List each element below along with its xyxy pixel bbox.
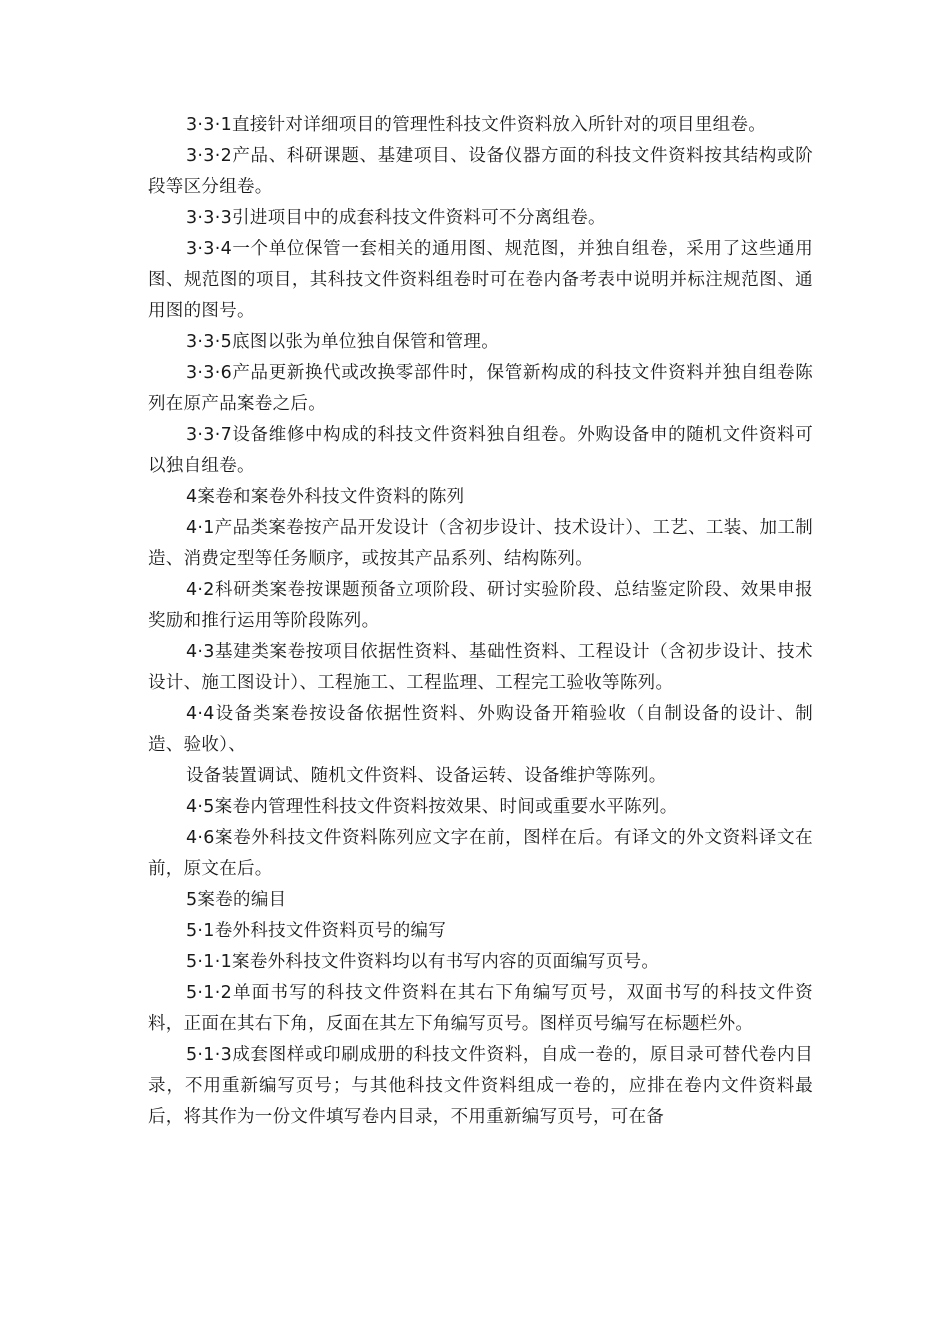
paragraph-5-1-1: 5·1·1案卷外科技文件资料均以有书写内容的页面编写页号。 <box>186 952 660 972</box>
paragraph-3-3-4: 3·3·4一个单位保管一套相关的通用图、规范图，并独自组卷，采用了这些通用图、规范图的项目，其科技文件资料组卷时可在卷内备考表中说明并标注规范图、通用图的图号。 <box>148 239 813 321</box>
document-body <box>148 110 813 1133</box>
paragraph-3-3-6: 3·3·6产品更新换代或改换零部件时，保管新构成的科技文件资料并独自组卷陈列在原产品案卷之后。 <box>148 363 813 414</box>
paragraph-4-2: 4·2科研类案卷按课题预备立项阶段、研讨实验阶段、总结鉴定阶段、效果申报奖励和推行运用等阶段陈列。 <box>148 580 813 631</box>
paragraph-4-3: 4·3基建类案卷按项目依据性资料、基础性资料、工程设计（含初步设计、技术设计、施工图设计）、工程施工、工程监理、工程完工验收等陈列。 <box>148 642 813 693</box>
paragraph-3-3-5: 3·3·5底图以张为单位独自保管和管理。 <box>186 332 500 352</box>
paragraph-5-1-2: 5·1·2单面书写的科技文件资料在其右下角编写页号，双面书写的科技文件资料，正面在其右下角，反面在其左下角编写页号。图样页号编写在标题栏外。 <box>148 983 813 1034</box>
section-heading-4: 4案卷和案卷外科技文件资料的陈列 <box>186 487 465 507</box>
paragraph-3-3-1: 3·3·1直接针对详细项目的管理性科技文件资料放入所针对的项目里组卷。 <box>186 115 767 135</box>
paragraph-4-5: 4·5案卷内管理性科技文件资料按效果、时间或重要水平陈列。 <box>186 797 678 817</box>
paragraph-3-3-2: 3·3·2产品、科研课题、基建项目、设备仪器方面的科技文件资料按其结构或阶段等区分组卷。 <box>148 146 813 197</box>
paragraph-4-4: 4·4设备类案卷按设备依据性资料、外购设备开箱验收（自制设备的设计、制造、验收）、 <box>148 704 813 755</box>
section-heading-5: 5案卷的编目 <box>186 890 287 910</box>
paragraph-3-3-3: 3·3·3引进项目中的成套科技文件资料可不分离组卷。 <box>186 208 606 228</box>
paragraph-4-1: 4·1产品类案卷按产品开发设计（含初步设计、技术设计）、工艺、工装、加工制造、消费定型等任务顺序，或按其产品系列、结构陈列。 <box>148 518 813 569</box>
paragraph-4-4-continued: 设备装置调试、随机文件资料、设备运转、设备维护等陈列。 <box>186 766 667 786</box>
paragraph-4-6: 4·6案卷外科技文件资料陈列应文字在前，图样在后。有译文的外文资料译文在前，原文在后。 <box>148 828 813 879</box>
paragraph-5-1: 5·1卷外科技文件资料页号的编写 <box>186 921 447 941</box>
paragraph-5-1-3: 5·1·3成套图样或印刷成册的科技文件资料，自成一卷的，原目录可替代卷内目录，不用重新编写页号；与其他科技文件资料组成一卷的，应排在卷内文件资料最后，将其作为一份文件填写卷内目录，不用重新编写页号，可在备 <box>148 1045 813 1127</box>
paragraph-3-3-7: 3·3·7设备维修中构成的科技文件资料独自组卷。外购设备申的随机文件资料可以独自组卷。 <box>148 425 813 476</box>
